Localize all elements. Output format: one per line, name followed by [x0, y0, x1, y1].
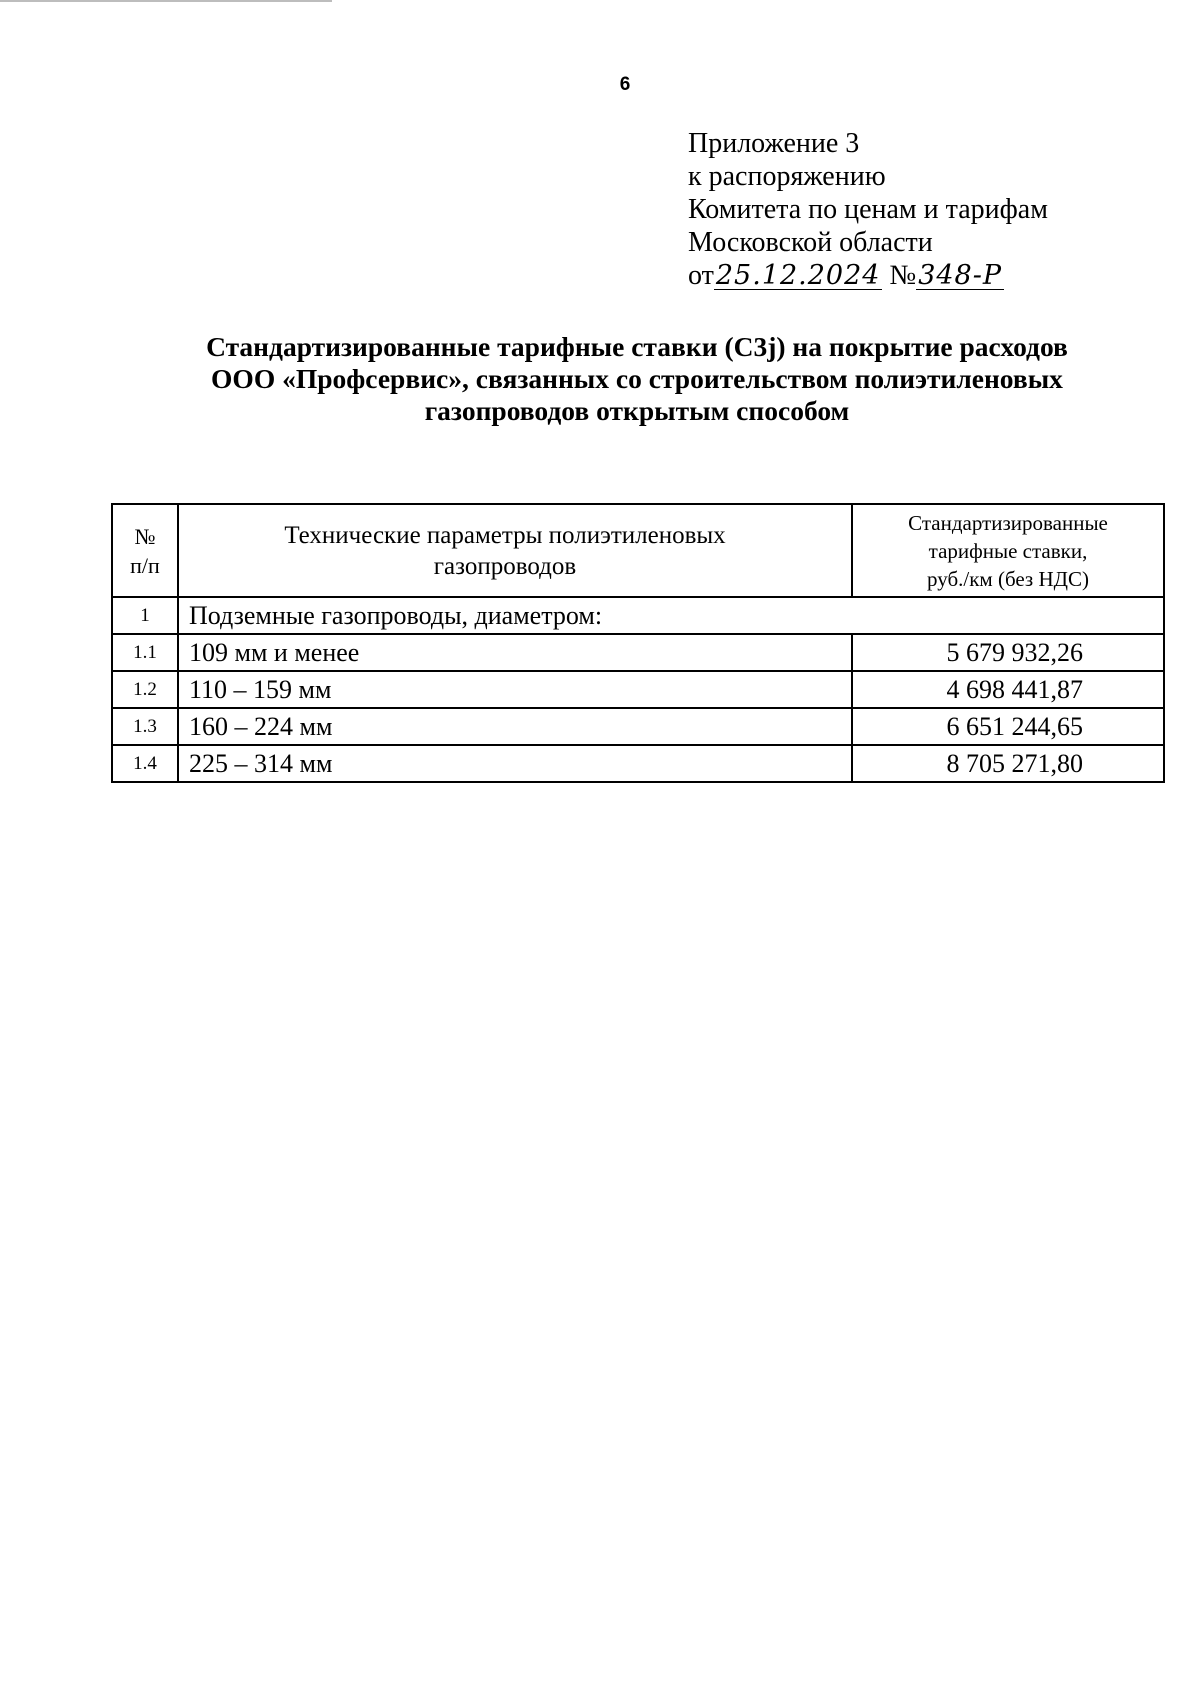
appendix-line-4: Московской области: [688, 227, 933, 258]
date-prefix: от: [688, 260, 714, 291]
appendix-line-2: к распоряжению: [688, 161, 886, 192]
group-label: Подземные газопроводы, диаметром:: [178, 597, 1164, 634]
title-line-1: Стандартизированные тарифные ставки (С3j) на покрытие расходов: [206, 331, 1068, 362]
table-group-row: [112, 597, 1164, 634]
group-number: 1: [112, 597, 178, 634]
table-row: [112, 708, 1164, 745]
header-parameters-line-2: газопроводов: [433, 552, 577, 580]
row-number: 1.3: [112, 708, 178, 745]
table-row: [112, 634, 1164, 671]
row-number: 1.2: [112, 671, 178, 708]
header-rate-line-1: Стандартизированные: [908, 510, 1108, 535]
header-rate-line-3: руб./км (без НДС): [927, 566, 1089, 591]
handwritten-number: 348-Р: [918, 260, 1003, 291]
tariff-table: [111, 503, 1165, 783]
row-rate-value: 4 698 441,87: [852, 671, 1164, 708]
header-rate: [852, 504, 1164, 597]
appendix-block: [688, 127, 1048, 292]
table-row: [112, 745, 1164, 782]
header-number-line-2: п/п: [130, 552, 160, 578]
header-number: [112, 504, 178, 597]
title-line-2: ООО «Профсервис», связанных со строительством полиэтиленовых: [211, 363, 1063, 394]
header-number-line-1: №: [134, 523, 156, 549]
header-parameters: [178, 504, 852, 597]
header-parameters-line-1: Технические параметры полиэтиленовых: [284, 521, 726, 549]
row-parameter: 110 – 159 мм: [178, 671, 852, 708]
table-row: [112, 671, 1164, 708]
row-parameter: 160 – 224 мм: [178, 708, 852, 745]
title-line-3: газопроводов открытым способом: [424, 395, 850, 426]
document-title: [112, 331, 1162, 427]
row-parameter: 109 мм и менее: [178, 634, 852, 671]
row-number: 1.4: [112, 745, 178, 782]
appendix-date-line: [688, 259, 1048, 292]
table-header-row: [112, 504, 1164, 597]
appendix-line-3: Комитета по ценам и тарифам: [688, 194, 1048, 225]
row-number: 1.1: [112, 634, 178, 671]
row-parameter: 225 – 314 мм: [178, 745, 852, 782]
header-rate-line-2: тарифные ставки,: [928, 538, 1088, 563]
row-rate-value: 8 705 271,80: [852, 745, 1164, 782]
handwritten-date: 25.12.2024: [715, 260, 881, 291]
row-rate-value: 6 651 244,65: [852, 708, 1164, 745]
appendix-line-1: Приложение 3: [688, 128, 860, 159]
scan-edge-rule: [0, 0, 332, 2]
row-rate-value: 5 679 932,26: [852, 634, 1164, 671]
number-prefix: №: [889, 260, 917, 291]
page-number: 6: [619, 74, 631, 95]
